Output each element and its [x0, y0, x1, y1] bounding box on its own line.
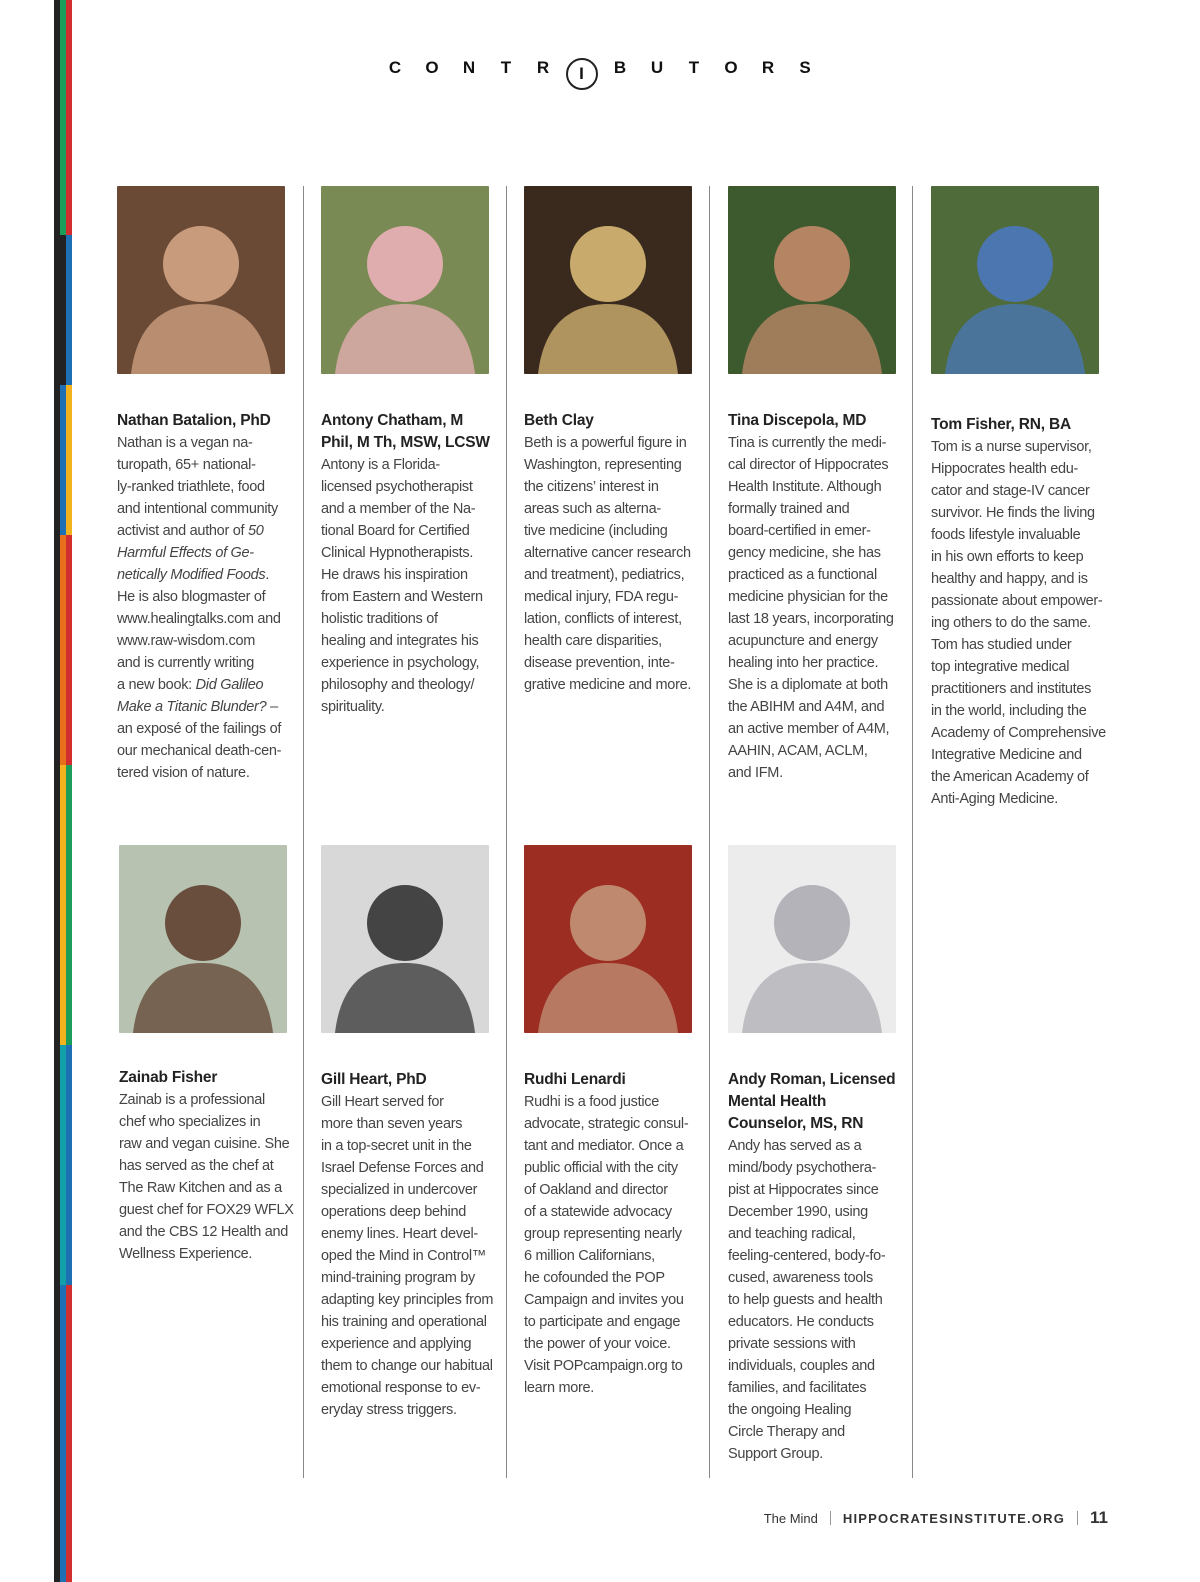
contributor-photo: [524, 186, 692, 374]
bio-line: Wellness Experience.: [119, 1246, 253, 1262]
bio-line: foods lifestyle invaluable: [931, 527, 1081, 543]
bio-line: gency medicine, she has: [728, 545, 881, 561]
contributor-card: [117, 186, 287, 784]
bio-line: licensed psychotherapist: [321, 479, 473, 495]
bio-line: his training and operational: [321, 1314, 487, 1330]
left-stripe-segment: [60, 535, 72, 765]
contributor-card: [931, 186, 1106, 810]
column-divider: [709, 186, 710, 1478]
bio-line: Clinical Hypnotherapists.: [321, 545, 474, 561]
bio-line: has served as the chef at: [119, 1158, 274, 1174]
bio-line: Visit POPcampaign.org to: [524, 1358, 683, 1374]
bio-line: tant and mediator. Once a: [524, 1138, 684, 1154]
bio-line: healthy and happy, and is: [931, 571, 1088, 587]
bio-line: private sessions with: [728, 1336, 856, 1352]
bio-line: emotional response to ev-: [321, 1380, 481, 1396]
bio-line: and intentional community: [117, 501, 278, 517]
contributor-card: [321, 845, 494, 1421]
bio-line: oped the Mind in Control™: [321, 1248, 486, 1264]
bio-line: Tom is a nurse supervisor,: [931, 439, 1092, 455]
contributor-card: [524, 845, 694, 1399]
bio-line: Washington, representing: [524, 457, 682, 473]
bio-line: Rudhi is a food justice: [524, 1094, 659, 1110]
bio-line: survivor. He finds the living: [931, 505, 1095, 521]
bio-line: advocate, strategic consul-: [524, 1116, 689, 1132]
bio-line: Campaign and invites you: [524, 1292, 684, 1308]
bio-line: passionate about empower-: [931, 593, 1103, 609]
bio-line: He is also blogmaster of: [117, 589, 266, 605]
bio-line: Tom has studied under: [931, 637, 1072, 653]
bio-line: Integrative Medicine and: [931, 747, 1082, 763]
bio-line: the ABIHM and A4M, and: [728, 699, 885, 715]
bio-line: a new book: Did Galileo: [117, 677, 264, 693]
bio-line: adapting key principles from: [321, 1292, 494, 1308]
bio-line: activist and author of 50: [117, 523, 264, 539]
contributor-bio: [728, 1135, 898, 1465]
left-stripe-segment: [60, 1045, 72, 1285]
contributor-photo: [728, 845, 896, 1033]
header-letter: T: [500, 58, 512, 77]
bio-line: experience and applying: [321, 1336, 472, 1352]
bio-line: Circle Therapy and: [728, 1424, 845, 1440]
bio-line: December 1990, using: [728, 1204, 868, 1220]
contributor-photo: [321, 186, 489, 374]
bio-line: acupuncture and energy: [728, 633, 878, 649]
bio-line: mind-training program by: [321, 1270, 475, 1286]
bio-line: and a member of the Na-: [321, 501, 476, 517]
header-letter: N: [462, 58, 476, 77]
bio-line: alternative cancer research: [524, 545, 691, 561]
bio-line: and teaching radical,: [728, 1226, 856, 1242]
contributor-name: Beth Clay: [524, 412, 594, 429]
contributor-bio: [321, 1091, 494, 1421]
bio-line: board-certified in emer-: [728, 523, 871, 539]
bio-line: Nathan is a vegan na-: [117, 435, 253, 451]
contributor-name: Zainab Fisher: [119, 1069, 218, 1086]
bio-line: Health Institute. Although: [728, 479, 882, 495]
bio-line: the American Academy of: [931, 769, 1089, 785]
bio-line: enemy lines. Heart devel-: [321, 1226, 478, 1242]
bio-line: cused, awareness tools: [728, 1270, 873, 1286]
bio-line: of a statewide advocacy: [524, 1204, 672, 1220]
header-letter: T: [688, 58, 700, 77]
bio-line: www.healingtalks.com and: [117, 611, 281, 627]
bio-line: and the CBS 12 Health and: [119, 1224, 289, 1240]
contributor-card: [728, 845, 898, 1465]
bio-line: operations deep behind: [321, 1204, 466, 1220]
bio-line: and is currently writing: [117, 655, 255, 671]
contributor-photo: [524, 845, 692, 1033]
bio-line: lation, conflicts of interest,: [524, 611, 682, 627]
bio-line: mind/body psychothera-: [728, 1160, 877, 1176]
bio-line: disease prevention, inte-: [524, 655, 675, 671]
bio-line: Make a Titanic Blunder? –: [117, 699, 278, 715]
bio-line: www.raw-wisdom.com: [117, 633, 256, 649]
bio-line: He draws his inspiration: [321, 567, 468, 583]
contributor-name: Tina Discepola, MD: [728, 412, 867, 429]
bio-line: Beth is a powerful figure in: [524, 435, 687, 451]
bio-line: the citizens’ interest in: [524, 479, 659, 495]
bio-line: Harmful Effects of Ge-: [117, 545, 254, 561]
bio-line: areas such as alterna-: [524, 501, 661, 517]
page-footer: [764, 1508, 1108, 1528]
bio-line: eryday stress triggers.: [321, 1402, 457, 1418]
bio-line: philosophy and theology/: [321, 677, 475, 693]
bio-line: Tina is currently the medi-: [728, 435, 887, 451]
contributor-card: [524, 186, 694, 696]
contributor-photo: [117, 186, 285, 374]
contributor-bio: [931, 436, 1106, 810]
header-letter: O: [425, 58, 439, 77]
column-divider: [912, 186, 913, 1478]
contributor-card: [321, 186, 491, 718]
bio-line: practiced as a functional: [728, 567, 877, 583]
bio-line: top integrative medical: [931, 659, 1070, 675]
header-letter: U: [650, 58, 664, 77]
bio-line: an active member of A4M,: [728, 721, 890, 737]
contributor-bio: [524, 1091, 694, 1399]
footer-section-name: The Mind: [763, 1510, 818, 1526]
bio-line: Gill Heart served for: [321, 1094, 444, 1110]
bio-line: more than seven years: [321, 1116, 463, 1132]
bio-line: educators. He conducts: [728, 1314, 874, 1330]
bio-line: he cofounded the POP: [524, 1270, 665, 1286]
header-letter: O: [724, 58, 738, 77]
footer-divider: [830, 1511, 831, 1525]
left-stripe-segment: [60, 765, 72, 1045]
contributor-name: Tom Fisher, RN, BA: [931, 416, 1071, 433]
bio-line: Hippocrates health edu-: [931, 461, 1079, 477]
bio-line: health care disparities,: [524, 633, 662, 649]
footer-website[interactable]: HIPPOCRATESINSTITUTE.ORG: [842, 1510, 1066, 1526]
bio-line: feeling-centered, body-fo-: [728, 1248, 886, 1264]
bio-line: in his own efforts to keep: [931, 549, 1084, 565]
contributor-name: Andy Roman, Licensed Mental Health Counselor, MS, RN: [728, 1071, 896, 1132]
bio-line: netically Modified Foods.: [117, 567, 270, 583]
bio-line: pist at Hippocrates since: [728, 1182, 879, 1198]
bio-line: holistic traditions of: [321, 611, 438, 627]
bio-line: last 18 years, incorporating: [728, 611, 894, 627]
bio-line: group representing nearly: [524, 1226, 682, 1242]
bio-line: cal director of Hippocrates: [728, 457, 889, 473]
bio-line: in a top-secret unit in the: [321, 1138, 472, 1154]
left-stripe-segment: [60, 1285, 72, 1582]
bio-line: individuals, couples and: [728, 1358, 875, 1374]
contributor-bio: [321, 454, 491, 718]
left-stripe-segment: [60, 235, 72, 385]
contributor-photo: [931, 186, 1099, 374]
bio-line: formally trained and: [728, 501, 850, 517]
bio-line: to help guests and health: [728, 1292, 883, 1308]
header-letter: R: [536, 58, 550, 77]
bio-line: an exposé of the failings of: [117, 721, 282, 737]
bio-line: Antony is a Florida-: [321, 457, 440, 473]
bio-line: medical injury, FDA regu-: [524, 589, 679, 605]
bio-line: raw and vegan cuisine. She: [119, 1136, 290, 1152]
column-divider: [506, 186, 507, 1478]
contributor-bio: [117, 432, 287, 784]
bio-line: specialized in undercover: [321, 1182, 478, 1198]
contributor-name: Rudhi Lenardi: [524, 1071, 626, 1088]
bio-line: Anti-Aging Medicine.: [931, 791, 1058, 807]
bio-line: Andy has served as a: [728, 1138, 862, 1154]
header-letter-circled: I: [566, 58, 598, 90]
bio-line: from Eastern and Western: [321, 589, 483, 605]
footer-divider: [1077, 1511, 1078, 1525]
bio-line: Academy of Comprehensive: [931, 725, 1106, 741]
bio-line: healing into her practice.: [728, 655, 879, 671]
bio-line: families, and facilitates: [728, 1380, 867, 1396]
column-divider: [303, 186, 304, 1478]
left-stripe-segment: [60, 0, 72, 235]
bio-line: learn more.: [524, 1380, 595, 1396]
bio-line: chef who specializes in: [119, 1114, 261, 1130]
bio-line: She is a diplomate at both: [728, 677, 888, 693]
bio-line: Support Group.: [728, 1446, 823, 1462]
bio-line: and IFM.: [728, 765, 783, 781]
bio-line: them to change our habitual: [321, 1358, 493, 1374]
bio-line: in the world, including the: [931, 703, 1087, 719]
section-title: [377, 58, 824, 90]
contributor-name: Nathan Batalion, PhD: [117, 412, 271, 429]
contributor-name: Antony Chatham, M Phil, M Th, MSW, LCSW: [321, 412, 490, 451]
bio-line: AAHIN, ACAM, ACLM,: [728, 743, 868, 759]
bio-line: ly-ranked triathlete, food: [117, 479, 265, 495]
bio-line: practitioners and institutes: [931, 681, 1092, 697]
section-header: [0, 56, 1200, 92]
contributor-bio: [119, 1089, 294, 1265]
contributor-bio: [524, 432, 694, 696]
bio-line: grative medicine and more.: [524, 677, 692, 693]
bio-line: tional Board for Certified: [321, 523, 470, 539]
bio-line: turopath, 65+ national-: [117, 457, 256, 473]
bio-line: of Oakland and director: [524, 1182, 668, 1198]
bio-line: tered vision of nature.: [117, 765, 250, 781]
contributor-bio: [728, 432, 898, 784]
bio-line: experience in psychology,: [321, 655, 480, 671]
bio-line: Zainab is a professional: [119, 1092, 265, 1108]
contributor-photo: [321, 845, 489, 1033]
contributor-name: Gill Heart, PhD: [321, 1071, 427, 1088]
header-letter: R: [761, 58, 775, 77]
bio-line: cator and stage-IV cancer: [931, 483, 1090, 499]
page-number: 11: [1090, 1508, 1108, 1527]
bio-line: healing and integrates his: [321, 633, 479, 649]
header-letter: S: [799, 58, 811, 77]
bio-line: the power of your voice.: [524, 1336, 671, 1352]
bio-line: the ongoing Healing: [728, 1402, 852, 1418]
bio-line: spirituality.: [321, 699, 385, 715]
contributor-card: [119, 845, 294, 1265]
contributor-card: [728, 186, 898, 784]
bio-line: medicine physician for the: [728, 589, 888, 605]
header-letter: C: [388, 58, 402, 77]
bio-line: ing others to do the same.: [931, 615, 1091, 631]
left-stripe-segment: [60, 385, 72, 535]
bio-line: to participate and engage: [524, 1314, 681, 1330]
header-letter: B: [613, 58, 627, 77]
bio-line: Israel Defense Forces and: [321, 1160, 484, 1176]
contributor-photo: [728, 186, 896, 374]
bio-line: The Raw Kitchen and as a: [119, 1180, 282, 1196]
bio-line: and treatment), pediatrics,: [524, 567, 685, 583]
bio-line: our mechanical death-cen-: [117, 743, 282, 759]
bio-line: tive medicine (including: [524, 523, 668, 539]
contributor-photo: [119, 845, 287, 1033]
bio-line: public official with the city: [524, 1160, 678, 1176]
bio-line: guest chef for FOX29 WFLX: [119, 1202, 294, 1218]
bio-line: 6 million Californians,: [524, 1248, 655, 1264]
